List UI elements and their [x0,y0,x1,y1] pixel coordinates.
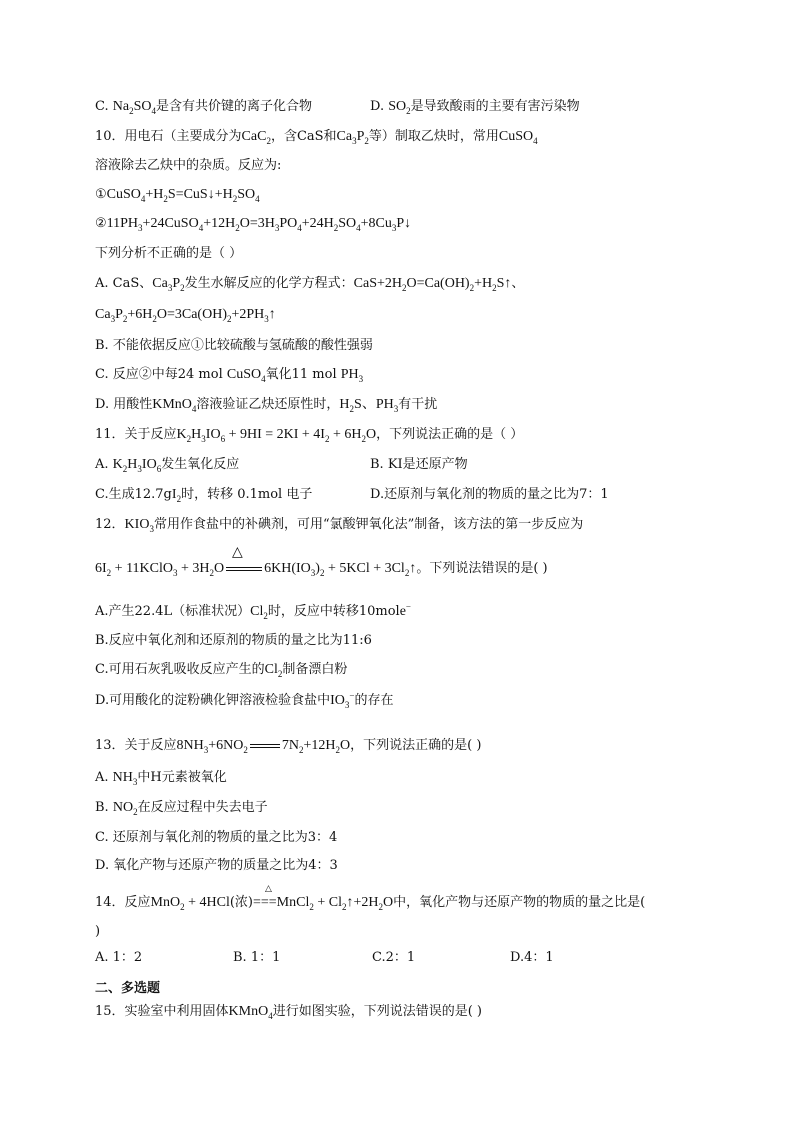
q11-option-b: B. KI是还原产物 [370,457,468,472]
q12-option-a: A.产生22.4L（标准状况）$Cl_2$时，反应中转移10mole− [95,601,411,621]
q9-option-c: C. $Na_2SO_4$是含有共价键的离子化合物 [95,99,312,116]
q10-stem: 10．用电石（主要成分为CaC$_2$，含CaS和$Ca_3P_2$等）制取乙炔时，常用CuSO$_4$ [95,129,538,146]
q11-stem: 11．关于反应$K_2H_3IO_6 + 9HI = 2KI + 4I_2 + 6H_2O$，下列说法正确的是（ ） [95,427,524,444]
q10-reaction-1: $①CuSO_4+H_2S=CuS↓+H_2SO_4$ [95,187,260,204]
q14-option-b: B. 1：1 [233,950,281,965]
q10-reaction-2: $②11PH_3+24CuSO_4+12H_2O=3H_3PO_4+24H_2SO_4+8Cu_3P↓$ [95,216,412,233]
heat-triangle-icon: △ [232,544,243,560]
q9-option-d: D. $SO_2$是导致酸雨的主要有害污染物 [370,99,580,116]
section-title-multiple-choice: 二、多选题 [95,981,161,996]
q12-stem: 12．$KIO_3$常用作食盐中的补碘剂，可用“氯酸钾氧化法”制备，该方法的第一步反应为 [95,517,584,534]
q13-option-d: D. 氧化产物与还原产物的质量之比为4：3 [95,858,338,873]
q10-option-b: B. 不能依据反应①比较硫酸与氢硫酸的酸性强弱 [95,338,373,353]
q10-option-d: D. 用酸性KMnO$_4$溶液验证乙炔还原性时，$H_2S$、$PH_3$有干扰 [95,397,438,414]
heat-triangle-icon-small: △ [265,884,272,894]
q13-option-b: B. $NO_2$在反应过程中失去电子 [95,800,268,817]
q14-option-a: A. 1：2 [95,950,143,965]
q11-option-d: D.还原剂与氧化剂的物质的量之比为7：1 [370,487,609,502]
q14-close-paren: ) [95,924,101,939]
q15-stem: 15．实验室中利用固体KMnO$_4$进行如图实验，下列说法错误的是( ) [95,1004,482,1021]
q13-option-a: A. $NH_3$中H元素被氧化 [95,770,227,787]
q10-option-c: C. 反应②中每24 mol CuSO$_4$氧化11 mol $PH_3$ [95,367,364,384]
q12-option-b: B.反应中氧化剂和还原剂的物质的量之比为11:6 [95,633,372,648]
q10-option-a-line2: $Ca_3P_2+6H_2O=3Ca(OH)_2+2PH_3↑$ [95,307,276,324]
q13-stem: 13．关于反应$8NH_3+6NO_2$ $7N_2+12H_2O$，下列说法正确的是( ) [95,738,482,755]
q14-stem: 14．反应MnO$_2$ + 4HCl(浓)===MnCl$_2$ + $Cl_2↑+2H_2O$中，氧化产物与还原产物的物质的量之比是( [95,895,646,912]
q13-option-c: C. 还原剂与氧化剂的物质的量之比为3：4 [95,830,338,845]
q10-question: 下列分析不正确的是（ ） [95,246,243,261]
q14-option-d: D.4：1 [510,950,554,965]
q12-option-d: D.可用酸化的淀粉碘化钾溶液检验食盐中$IO_3^-$的存在 [95,690,394,710]
q10-option-a: A. CaS、$Ca_3P_2$发生水解反应的化学方程式：$CaS+2H_2O=Ca(OH)_2+H_2S↑$、 [95,276,525,293]
q11-option-a: A. $K_2H_3IO_6$发生氧化反应 [95,457,240,474]
q14-option-c: C.2：1 [372,950,416,965]
q10-stem-2: 溶液除去乙炔中的杂质。反应为: [95,158,282,173]
q12-equation: $6I_2$ + 11KClO$_3$ + $3H_2O$ $6KH(IO_3)_2 + 5KCl$ + $3Cl_2↑$。下列说法错误的是( ) [95,561,548,578]
q11-option-c: C.生成$12.7gI_2$时，转移 0.1mol 电子 [95,487,313,504]
q12-option-c: C.可用石灰乳吸收反应产生的$Cl_2$制备漂白粉 [95,662,348,679]
